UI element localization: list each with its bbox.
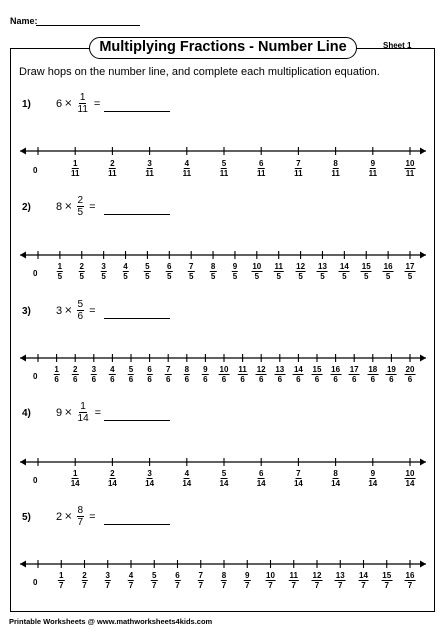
tick-label xyxy=(128,365,134,385)
fraction xyxy=(77,299,85,322)
tick-numerator: 15 xyxy=(312,365,322,374)
tick-denominator: 14 xyxy=(107,479,117,488)
tick-denominator: 6 xyxy=(91,375,97,384)
tick-denominator: 14 xyxy=(145,479,155,488)
tick-numerator: 1 xyxy=(54,365,59,374)
tick-numerator: 6 xyxy=(258,159,264,168)
times-sign: × xyxy=(64,98,73,109)
tick-denominator: 5 xyxy=(254,272,260,281)
tick-label xyxy=(367,365,378,385)
tick-denominator: 6 xyxy=(296,375,301,384)
tick-label xyxy=(232,262,238,282)
tick-label xyxy=(405,469,416,489)
tick-numerator: 13 xyxy=(335,571,345,580)
right-arrow-icon xyxy=(420,561,426,568)
tick-numerator: 17 xyxy=(405,262,415,271)
zero-label: 0 xyxy=(33,372,38,381)
tick-numerator: 3 xyxy=(105,571,110,580)
tick-denominator: 5 xyxy=(145,272,150,281)
tick-denominator: 11 xyxy=(405,169,415,178)
tick-label xyxy=(312,571,323,591)
tick-denominator: 5 xyxy=(407,272,413,281)
tick-label xyxy=(265,571,276,591)
tick-label xyxy=(81,571,87,591)
fraction xyxy=(77,505,85,528)
tick-numerator: 16 xyxy=(331,365,341,374)
tick-numerator: 5 xyxy=(152,571,157,580)
tick-label xyxy=(202,365,208,385)
tick-label xyxy=(105,571,111,591)
worksheet-title: Multiplying Fractions - Number Line xyxy=(89,37,357,59)
tick-denominator: 6 xyxy=(110,375,115,384)
tick-denominator: 14 xyxy=(405,479,415,488)
tick-numerator: 5 xyxy=(221,469,227,478)
tick-denominator: 6 xyxy=(221,375,227,384)
tick-denominator: 11 xyxy=(108,169,117,178)
tick-denominator: 14 xyxy=(331,479,341,488)
tick-label xyxy=(369,159,377,179)
multiplier: 9 xyxy=(56,406,63,419)
tick-label xyxy=(289,571,299,591)
tick-label xyxy=(294,159,302,179)
tick-label xyxy=(361,262,372,282)
tick-denominator: 6 xyxy=(203,375,208,384)
tick-denominator: 7 xyxy=(361,581,366,590)
tick-numerator: 1 xyxy=(72,469,78,478)
tick-denominator: 14 xyxy=(182,479,192,488)
problem-number: 3) xyxy=(22,306,31,317)
tick-label xyxy=(358,571,369,591)
fraction-denominator: 5 xyxy=(77,207,84,218)
tick-label xyxy=(183,159,191,179)
tick-denominator: 7 xyxy=(291,581,296,590)
tick-label xyxy=(349,365,360,385)
tick-denominator: 7 xyxy=(338,581,343,590)
tick-numerator: 9 xyxy=(245,571,250,580)
fraction-denominator: 7 xyxy=(77,517,84,528)
tick-denominator: 5 xyxy=(57,272,63,281)
tick-denominator: 6 xyxy=(370,375,376,384)
tick-denominator: 5 xyxy=(188,272,194,281)
tick-denominator: 6 xyxy=(333,375,338,384)
tick-numerator: 3 xyxy=(147,159,152,168)
tick-numerator: 6 xyxy=(175,571,180,580)
tick-label xyxy=(79,262,85,282)
tick-denominator: 5 xyxy=(167,272,172,281)
tick-numerator: 10 xyxy=(252,262,262,271)
tick-label xyxy=(128,571,134,591)
tick-numerator: 3 xyxy=(91,365,97,374)
tick-denominator: 11 xyxy=(145,169,154,178)
tick-label xyxy=(312,365,323,385)
tick-denominator: 5 xyxy=(276,272,281,281)
equals-sign: = xyxy=(89,200,96,213)
tick-label xyxy=(368,469,377,489)
tick-denominator: 6 xyxy=(72,375,78,384)
tick-label xyxy=(221,571,227,591)
tick-denominator: 7 xyxy=(198,581,203,590)
tick-denominator: 7 xyxy=(82,581,87,590)
number-line xyxy=(0,456,446,468)
tick-label xyxy=(108,159,116,179)
tick-numerator: 12 xyxy=(256,365,266,374)
tick-denominator: 5 xyxy=(320,272,325,281)
left-arrow-icon xyxy=(20,355,26,362)
tick-label xyxy=(71,469,80,489)
tick-numerator: 2 xyxy=(110,159,115,168)
tick-numerator: 10 xyxy=(219,365,229,374)
tick-numerator: 6 xyxy=(167,262,172,271)
problem-number: 4) xyxy=(22,408,31,419)
multiplier: 2 xyxy=(56,510,63,523)
tick-label xyxy=(219,365,230,385)
tick-numerator: 4 xyxy=(123,262,128,271)
fraction xyxy=(77,401,90,424)
tick-numerator: 2 xyxy=(110,469,115,478)
tick-denominator: 6 xyxy=(314,375,320,384)
tick-numerator: 10 xyxy=(405,469,415,478)
number-line xyxy=(0,352,446,364)
tick-denominator: 6 xyxy=(54,375,59,384)
fraction xyxy=(77,195,85,218)
tick-label xyxy=(58,571,64,591)
tick-label xyxy=(184,365,190,385)
number-line xyxy=(0,558,446,570)
tick-denominator: 14 xyxy=(256,479,266,488)
equals-sign: = xyxy=(89,510,96,523)
tick-denominator: 14 xyxy=(368,479,378,488)
problem-number: 5) xyxy=(22,512,31,523)
tick-numerator: 4 xyxy=(128,571,134,580)
tick-numerator: 14 xyxy=(293,365,303,374)
tick-denominator: 11 xyxy=(368,169,378,178)
tick-label xyxy=(144,262,150,282)
fraction-numerator: 1 xyxy=(79,92,86,103)
tick-label xyxy=(198,571,204,591)
equation xyxy=(56,401,101,424)
problem-number: 2) xyxy=(22,202,31,213)
tick-label xyxy=(145,159,153,179)
tick-denominator: 5 xyxy=(210,272,216,281)
fraction-denominator: 6 xyxy=(77,311,84,322)
tick-denominator: 11 xyxy=(331,169,340,178)
tick-label xyxy=(146,365,152,385)
times-sign: × xyxy=(64,511,73,522)
tick-denominator: 14 xyxy=(293,479,303,488)
tick-label xyxy=(100,262,106,282)
left-arrow-icon xyxy=(20,561,26,568)
tick-numerator: 15 xyxy=(361,262,371,271)
sheet-label: Sheet 1 xyxy=(383,41,412,50)
tick-numerator: 3 xyxy=(101,262,106,271)
tick-label xyxy=(174,571,180,591)
tick-numerator: 18 xyxy=(368,365,378,374)
tick-denominator: 7 xyxy=(175,581,180,590)
number-line xyxy=(0,249,446,261)
tick-label xyxy=(220,159,228,179)
tick-label xyxy=(122,262,128,282)
fraction-numerator: 2 xyxy=(77,195,84,206)
tick-numerator: 9 xyxy=(370,469,376,478)
tick-label xyxy=(166,262,172,282)
problem-number: 1) xyxy=(22,99,31,110)
tick-denominator: 7 xyxy=(105,581,110,590)
tick-numerator: 2 xyxy=(79,262,84,271)
tick-numerator: 8 xyxy=(210,262,216,271)
right-arrow-icon xyxy=(420,459,426,466)
tick-label xyxy=(330,365,341,385)
tick-denominator: 11 xyxy=(219,169,229,178)
tick-numerator: 19 xyxy=(386,365,396,374)
tick-numerator: 14 xyxy=(339,262,349,271)
tick-denominator: 5 xyxy=(232,272,238,281)
zero-label: 0 xyxy=(33,269,38,278)
tick-denominator: 7 xyxy=(268,581,273,590)
tick-numerator: 7 xyxy=(188,262,194,271)
tick-numerator: 7 xyxy=(296,159,301,168)
tick-label xyxy=(293,365,304,385)
tick-label xyxy=(339,262,350,282)
tick-denominator: 11 xyxy=(256,169,266,178)
tick-numerator: 2 xyxy=(72,365,78,374)
equals-sign: = xyxy=(94,406,102,419)
tick-denominator: 7 xyxy=(59,581,64,590)
answer-line[interactable] xyxy=(104,214,170,215)
tick-denominator: 6 xyxy=(240,375,245,384)
tick-denominator: 6 xyxy=(128,375,134,384)
tick-label xyxy=(71,159,79,179)
tick-label xyxy=(151,571,157,591)
tick-denominator: 5 xyxy=(385,272,391,281)
tick-numerator: 10 xyxy=(405,159,415,168)
fraction-numerator: 8 xyxy=(77,505,84,516)
answer-line[interactable] xyxy=(104,111,170,112)
tick-numerator: 8 xyxy=(333,469,338,478)
tick-numerator: 11 xyxy=(238,365,247,374)
number-line xyxy=(0,145,446,157)
answer-line[interactable] xyxy=(104,524,170,525)
tick-numerator: 9 xyxy=(370,159,376,168)
answer-line[interactable] xyxy=(104,318,170,319)
equation xyxy=(56,505,96,528)
equation xyxy=(56,195,96,218)
times-sign: × xyxy=(64,407,73,418)
right-arrow-icon xyxy=(420,148,426,155)
tick-denominator: 6 xyxy=(184,375,190,384)
times-sign: × xyxy=(64,305,73,316)
tick-label xyxy=(256,365,267,385)
multiplier: 6 xyxy=(56,97,63,110)
tick-numerator: 10 xyxy=(266,571,275,580)
zero-label: 0 xyxy=(33,166,38,175)
tick-denominator: 5 xyxy=(364,272,369,281)
left-arrow-icon xyxy=(20,459,26,466)
tick-numerator: 2 xyxy=(82,571,87,580)
name-field-line[interactable] xyxy=(36,25,140,26)
tick-numerator: 4 xyxy=(110,365,115,374)
tick-label xyxy=(165,365,171,385)
tick-denominator: 14 xyxy=(219,479,229,488)
tick-denominator: 7 xyxy=(407,581,413,590)
tick-numerator: 20 xyxy=(405,365,415,374)
tick-label xyxy=(383,262,394,282)
tick-numerator: 1 xyxy=(72,159,78,168)
instructions: Draw hops on the number line, and complete each multiplication equation. xyxy=(19,66,380,78)
tick-denominator: 11 xyxy=(182,169,192,178)
fraction-numerator: 5 xyxy=(77,299,84,310)
left-arrow-icon xyxy=(20,252,26,259)
tick-label xyxy=(109,365,115,385)
tick-denominator: 11 xyxy=(294,169,303,178)
tick-label xyxy=(257,469,266,489)
tick-denominator: 6 xyxy=(258,375,264,384)
tick-denominator: 7 xyxy=(314,581,320,590)
tick-denominator: 5 xyxy=(342,272,347,281)
tick-numerator: 5 xyxy=(128,365,134,374)
tick-numerator: 15 xyxy=(382,571,392,580)
tick-label xyxy=(295,262,306,282)
fraction xyxy=(77,92,89,115)
tick-denominator: 7 xyxy=(245,581,250,590)
tick-label xyxy=(108,469,117,489)
tick-denominator: 5 xyxy=(101,272,106,281)
tick-numerator: 7 xyxy=(296,469,301,478)
tick-label xyxy=(251,262,262,282)
times-sign: × xyxy=(64,201,73,212)
multiplier: 8 xyxy=(56,200,63,213)
tick-numerator: 8 xyxy=(221,571,227,580)
tick-label xyxy=(331,159,339,179)
tick-label xyxy=(386,365,397,385)
tick-label xyxy=(273,262,283,282)
tick-denominator: 6 xyxy=(277,375,283,384)
equation xyxy=(56,299,96,322)
tick-label xyxy=(274,365,285,385)
tick-denominator: 11 xyxy=(70,169,80,178)
tick-numerator: 4 xyxy=(184,159,190,168)
tick-label xyxy=(244,571,250,591)
tick-label xyxy=(220,469,229,489)
tick-label xyxy=(335,571,346,591)
tick-denominator: 6 xyxy=(407,375,413,384)
equals-sign: = xyxy=(93,97,101,110)
tick-denominator: 6 xyxy=(165,375,171,384)
tick-denominator: 14 xyxy=(70,479,80,488)
tick-numerator: 5 xyxy=(221,159,227,168)
tick-numerator: 4 xyxy=(184,469,190,478)
name-label: Name: xyxy=(10,16,38,26)
tick-numerator: 6 xyxy=(147,365,152,374)
tick-numerator: 9 xyxy=(232,262,238,271)
tick-label xyxy=(405,262,416,282)
tick-numerator: 11 xyxy=(274,262,283,271)
tick-numerator: 7 xyxy=(165,365,171,374)
equals-sign: = xyxy=(89,304,96,317)
tick-label xyxy=(182,469,191,489)
tick-numerator: 12 xyxy=(296,262,306,271)
tick-denominator: 7 xyxy=(384,581,389,590)
tick-numerator: 1 xyxy=(59,571,64,580)
tick-denominator: 7 xyxy=(152,581,157,590)
zero-label: 0 xyxy=(33,476,38,485)
tick-denominator: 5 xyxy=(79,272,84,281)
answer-line[interactable] xyxy=(104,420,170,421)
right-arrow-icon xyxy=(420,355,426,362)
fraction-denominator: 11 xyxy=(77,104,88,115)
tick-numerator: 3 xyxy=(147,469,152,478)
tick-denominator: 6 xyxy=(389,375,394,384)
tick-numerator: 14 xyxy=(359,571,368,580)
fraction-denominator: 14 xyxy=(77,413,89,424)
tick-label xyxy=(53,365,59,385)
tick-numerator: 5 xyxy=(145,262,150,271)
tick-label xyxy=(188,262,194,282)
tick-numerator: 12 xyxy=(312,571,322,580)
tick-label xyxy=(381,571,392,591)
tick-numerator: 9 xyxy=(203,365,208,374)
tick-numerator: 17 xyxy=(349,365,359,374)
tick-numerator: 8 xyxy=(184,365,190,374)
tick-numerator: 13 xyxy=(275,365,285,374)
tick-label xyxy=(72,365,78,385)
tick-label xyxy=(405,365,416,385)
tick-label xyxy=(57,262,63,282)
tick-denominator: 5 xyxy=(298,272,303,281)
tick-label xyxy=(317,262,328,282)
tick-numerator: 7 xyxy=(198,571,203,580)
tick-label xyxy=(294,469,303,489)
tick-label xyxy=(237,365,247,385)
tick-numerator: 13 xyxy=(318,262,327,271)
tick-label xyxy=(257,159,265,179)
tick-numerator: 16 xyxy=(405,571,415,580)
tick-numerator: 8 xyxy=(333,159,338,168)
tick-denominator: 7 xyxy=(221,581,227,590)
fraction-numerator: 1 xyxy=(80,401,86,412)
tick-label xyxy=(405,571,416,591)
tick-numerator: 16 xyxy=(383,262,393,271)
tick-numerator: 11 xyxy=(289,571,298,580)
right-arrow-icon xyxy=(420,252,426,259)
tick-label xyxy=(145,469,154,489)
tick-denominator: 6 xyxy=(147,375,152,384)
tick-numerator: 6 xyxy=(258,469,264,478)
left-arrow-icon xyxy=(20,148,26,155)
zero-label: 0 xyxy=(33,578,38,587)
tick-label xyxy=(405,159,416,179)
tick-label xyxy=(331,469,340,489)
tick-label xyxy=(210,262,216,282)
equation xyxy=(56,92,100,115)
tick-numerator: 1 xyxy=(57,262,63,271)
tick-label xyxy=(91,365,97,385)
tick-denominator: 7 xyxy=(128,581,134,590)
tick-denominator: 6 xyxy=(351,375,357,384)
tick-denominator: 5 xyxy=(123,272,128,281)
multiplier: 3 xyxy=(56,304,63,317)
footer-credit: Printable Worksheets @ www.mathworksheets4kids.com xyxy=(9,617,213,626)
